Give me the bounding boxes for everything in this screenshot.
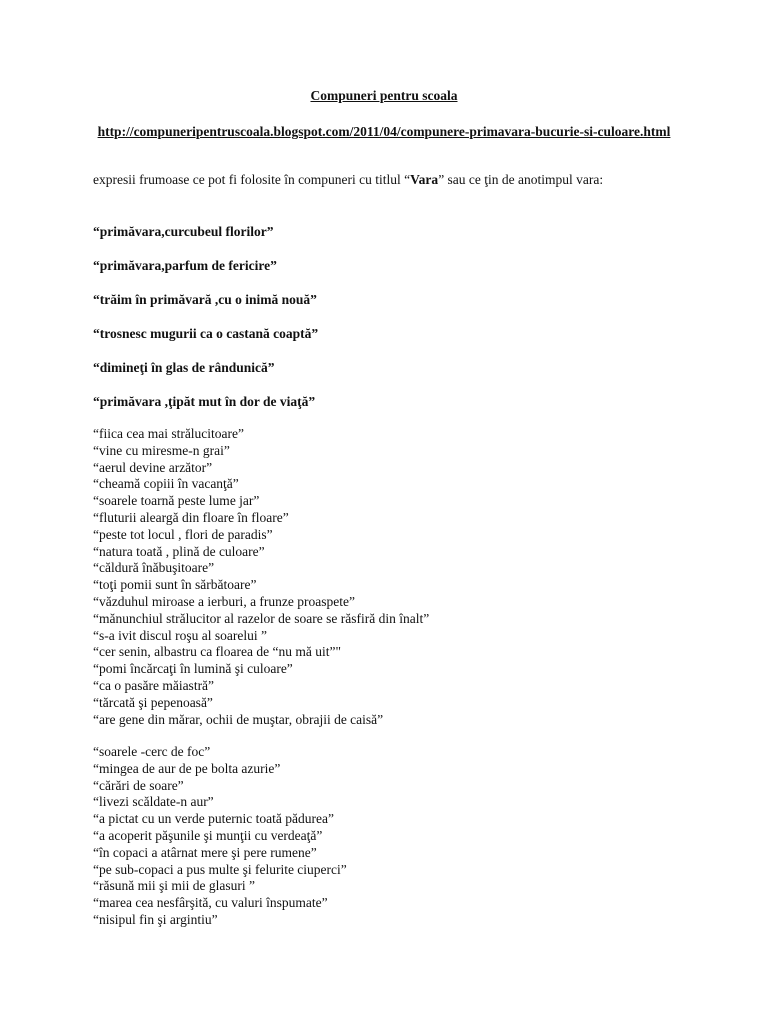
list-item: “soarele -cerc de foc” [93,744,211,759]
intro-keyword: Vara [410,172,439,187]
list-item: “vine cu miresme-n grai” [93,442,230,458]
bold-expressions [93,223,318,427]
bold-expression: “trosnesc mugurii ca o castană coaptă” [93,326,319,341]
bold-expression: “trăim în primăvară ,cu o inimă nouă” [93,292,317,307]
list-item: “căldură înăbuşitoare” [93,560,215,576]
list-item: “cer senin, albastru ca floarea de “nu mă uit”" [93,644,342,660]
expression-list-2 [93,744,347,929]
list-item: “nisipul fin şi argintiu” [93,911,218,927]
list-item: “peste tot locul , flori de paradis” [93,526,273,542]
list-item: “s-a ivit discul roşu al soarelui ” [93,627,267,643]
list-item: “ca o pasăre măiastră” [93,677,215,693]
bold-expression: “primăvara,curcubeul florilor” [93,224,274,239]
list-item: “văzduhul miroase a ierburi, a frunze proaspete” [93,593,355,609]
intro-text-start: expresii frumoase ce pot fi folosite în compuneri cu titlul “ [93,172,411,187]
list-item: “mănunchiul strălucitor al razelor de soare se răsfiră din înalt” [93,610,430,626]
list-item: “a acoperit păşunile şi munţii cu verdeaţă” [93,827,323,843]
bold-expression: “dimineţi în glas de rândunică” [93,360,275,375]
list-item: “în copaci a atârnat mere şi pere rumene” [93,844,317,860]
bold-expression: “primăvara,parfum de fericire” [93,258,277,273]
list-item: “soarele toarnă peste lume jar” [93,493,260,509]
list-item: “a pictat cu un verde puternic toată pădurea” [93,811,334,827]
list-item: “natura toată , plină de culoare” [93,543,265,559]
source-url: http://compuneripentruscoala.blogspot.com/2011/04/compunere-primavara-bucurie-si-culoare.html [97,124,671,139]
bold-expression: “primăvara ,ţipăt mut în dor de viaţă” [93,394,316,409]
intro-paragraph [93,171,673,188]
list-item: “toţi pomii sunt în sărbătoare” [93,577,257,593]
list-item: “are gene din mărar, ochii de muştar, obrajii de caisă” [93,711,384,727]
list-item: “cheamă copiii în vacanţă” [93,476,239,492]
expression-list-1 [93,426,429,728]
list-item: “fluturii aleargă din floare în floare” [93,509,289,525]
list-item: “aerul devine arzător” [93,459,213,475]
list-item: “tărcată şi pepenoasă” [93,694,213,710]
list-item: “fiica cea mai strălucitoare” [93,426,245,441]
list-item: “răsună mii şi mii de glasuri ” [93,878,255,894]
list-item: “pe sub-copaci a pus multe şi felurite ciuperci” [93,861,347,877]
list-item: “pomi încărcaţi în lumină şi culoare” [93,661,293,677]
document-title: Compuneri pentru scoala [310,88,458,103]
list-item: “livezi scăldate-n aur” [93,794,214,810]
list-item: “marea cea nesfârşită, cu valuri înspumate” [93,895,328,911]
intro-text-end: ” sau ce ţin de anotimpul vara: [438,172,604,187]
list-item: “cărări de soare” [93,777,184,793]
list-item: “mingea de aur de pe bolta azurie” [93,760,281,776]
